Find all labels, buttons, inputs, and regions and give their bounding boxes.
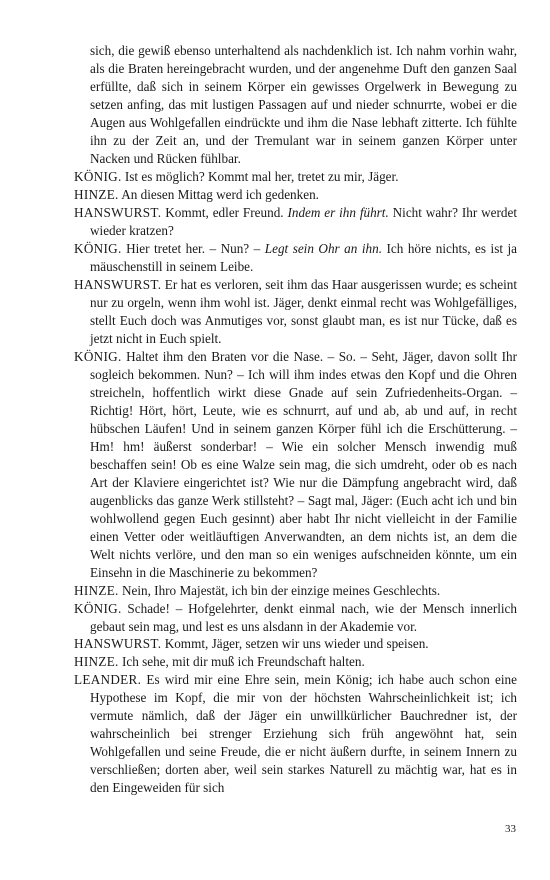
stage-direction: Indem er ihn führt. bbox=[287, 204, 389, 220]
continued-paragraph bbox=[74, 42, 517, 168]
speech-paragraph bbox=[74, 348, 517, 582]
dialogue-text: Er hat es verloren, seit ihm das Haar ausgerissen wurde; es scheint nur zu orgeln, wenn ihm wohl ist. Jäger, denkt einmal recht was Wohlgefälliges, stellt Euch doch was Anmutiges vor, sonst glaubt man, es ist nur Tücke, daß es jetzt nicht in Euch spielt. bbox=[90, 276, 517, 346]
speech-paragraph bbox=[74, 276, 517, 348]
dialogue-text: Ich höre nichts, es ist ja mäuschenstill in seinem Leibe. bbox=[90, 240, 518, 274]
speaker-name: HANSWURST. bbox=[74, 204, 162, 220]
speech-paragraph bbox=[74, 186, 517, 204]
speech-paragraph bbox=[74, 653, 517, 671]
speaker-name: HANSWURST. bbox=[74, 636, 162, 652]
page-number: 33 bbox=[505, 823, 516, 835]
speaker-name: LEANDER. bbox=[74, 672, 142, 688]
dialogue-text: Haltet ihm den Braten vor die Nase. – So. – Seht, Jäger, davon sollt Ihr sogleich bekommen. Nun? – Ich will ihm indes etwas den Kopf und die Ohren streicheln, hoffentlich wirkt diese Gnade auf sein Zufriedenheits-Organ. – Richtig! Hört, hört, Leute, wie es schnurrt, auf und ab, ab und auf, in recht hübschen Läufen! Und in seinem ganzen Körper fühl ich die Erschütterung. – Hm! hm! äußerst sonderbar! – Wie ein solcher Mensch inwendig muß beschaffen sein! Ob es eine Walze sein mag, die sich umdreht, oder ob es nach Art der Klaviere eingerichtet ist? Wie nur die Dämpfung angebracht wird, daß augenblicks das ganze Werk stillsteht? – Sagt mal, Jäger: (Euch acht ich und bin wohlwollend gegen Euch gesinnt) aber habt Ihr nicht vielleicht in der Familie einen Vetter oder weitläuftigen Anverwandten, an dem nichts ist, an dem die Welt nichts verlöre, und den man so ein weniges aufschneiden könnte, um ein Einsehn in die Maschinerie zu bekommen? bbox=[90, 348, 517, 580]
dialogue-text: Kommt, edler Freund. bbox=[161, 204, 288, 220]
dialogue-text: Ist es möglich? Kommt mal her, tretet zu mir, Jäger. bbox=[121, 168, 399, 184]
dialogue-text: sich, die gewiß ebenso unterhaltend als nachdenklich ist. Ich nahm vorhin wahr, als die Braten hereingebracht wurden, und der angenehme Duft den ganzen Saal erfüllte, daß sich in seinem Körper ein gewisses Orgelwerk in Bewegung zu setzen anfing, das mit lustigen Passagen auf und nieder schnurrte, wobei er die Augen aus Wohlgefallen eindrückte und ihm die Nase lebhaft zitterte. Ich fühlte ihn zu der Zeit an, und der Tremulant war in seinem ganzen Körper unter Nacken und Rücken fühlbar. bbox=[90, 43, 517, 166]
speech-paragraph bbox=[74, 582, 517, 600]
dialogue-text: Kommt, Jäger, setzen wir uns wieder und speisen. bbox=[161, 636, 429, 652]
speaker-name: KÖNIG. bbox=[74, 600, 122, 616]
dialogue-text: Hier tretet her. – Nun? – bbox=[121, 240, 265, 256]
speaker-name: KÖNIG. bbox=[74, 168, 122, 184]
stage-direction: Legt sein Ohr an ihn. bbox=[264, 240, 383, 256]
dialogue-text: Schade! – Hofgelehrter, denkt einmal nach, wie der Mensch innerlich gebaut sein mag, und lest es uns alsdann in der Akademie vor. bbox=[90, 600, 517, 634]
speech-paragraph bbox=[74, 168, 517, 186]
dialogue-text: Es wird mir eine Ehre sein, mein König; ich habe auch schon eine Hypothese im Kopf, die mir von der höchsten Wahrscheinlichkeit ist; ich vermute nämlich, daß der Jäger ein unwillkürlicher Bauchredner ist, der wahrscheinlich bei strenger Erziehung sich früh angewöhnt hat, sein Wohlgefallen und seine Freude, die er nicht äußern durfte, in seinem Innern zu verschließen; dorten aber, weil sein starkes Naturell zu mächtig war, hat es in den Eingeweiden für sich bbox=[90, 672, 517, 796]
dialogue-text: Nein, Ihro Majestät, ich bin der einzige meines Geschlechts. bbox=[118, 582, 441, 598]
speaker-name: KÖNIG. bbox=[74, 348, 122, 364]
dialogue-text: An diesen Mittag werd ich gedenken. bbox=[118, 186, 319, 202]
speaker-name: KÖNIG. bbox=[74, 240, 122, 256]
speech-paragraph bbox=[74, 671, 517, 797]
speech-paragraph bbox=[74, 600, 517, 636]
dialogue-text: Nicht wahr? Ihr werdet wieder kratzen? bbox=[90, 204, 517, 238]
speaker-name: HINZE. bbox=[74, 654, 119, 670]
dialogue-text: Ich sehe, mit dir muß ich Freundschaft halten. bbox=[118, 654, 365, 670]
speaker-name: HINZE. bbox=[74, 582, 119, 598]
speaker-name: HINZE. bbox=[74, 186, 119, 202]
speech-paragraph bbox=[74, 204, 517, 240]
play-text bbox=[74, 42, 517, 797]
speech-paragraph bbox=[74, 635, 517, 653]
speech-paragraph bbox=[74, 240, 517, 276]
speaker-name: HANSWURST. bbox=[74, 276, 162, 292]
